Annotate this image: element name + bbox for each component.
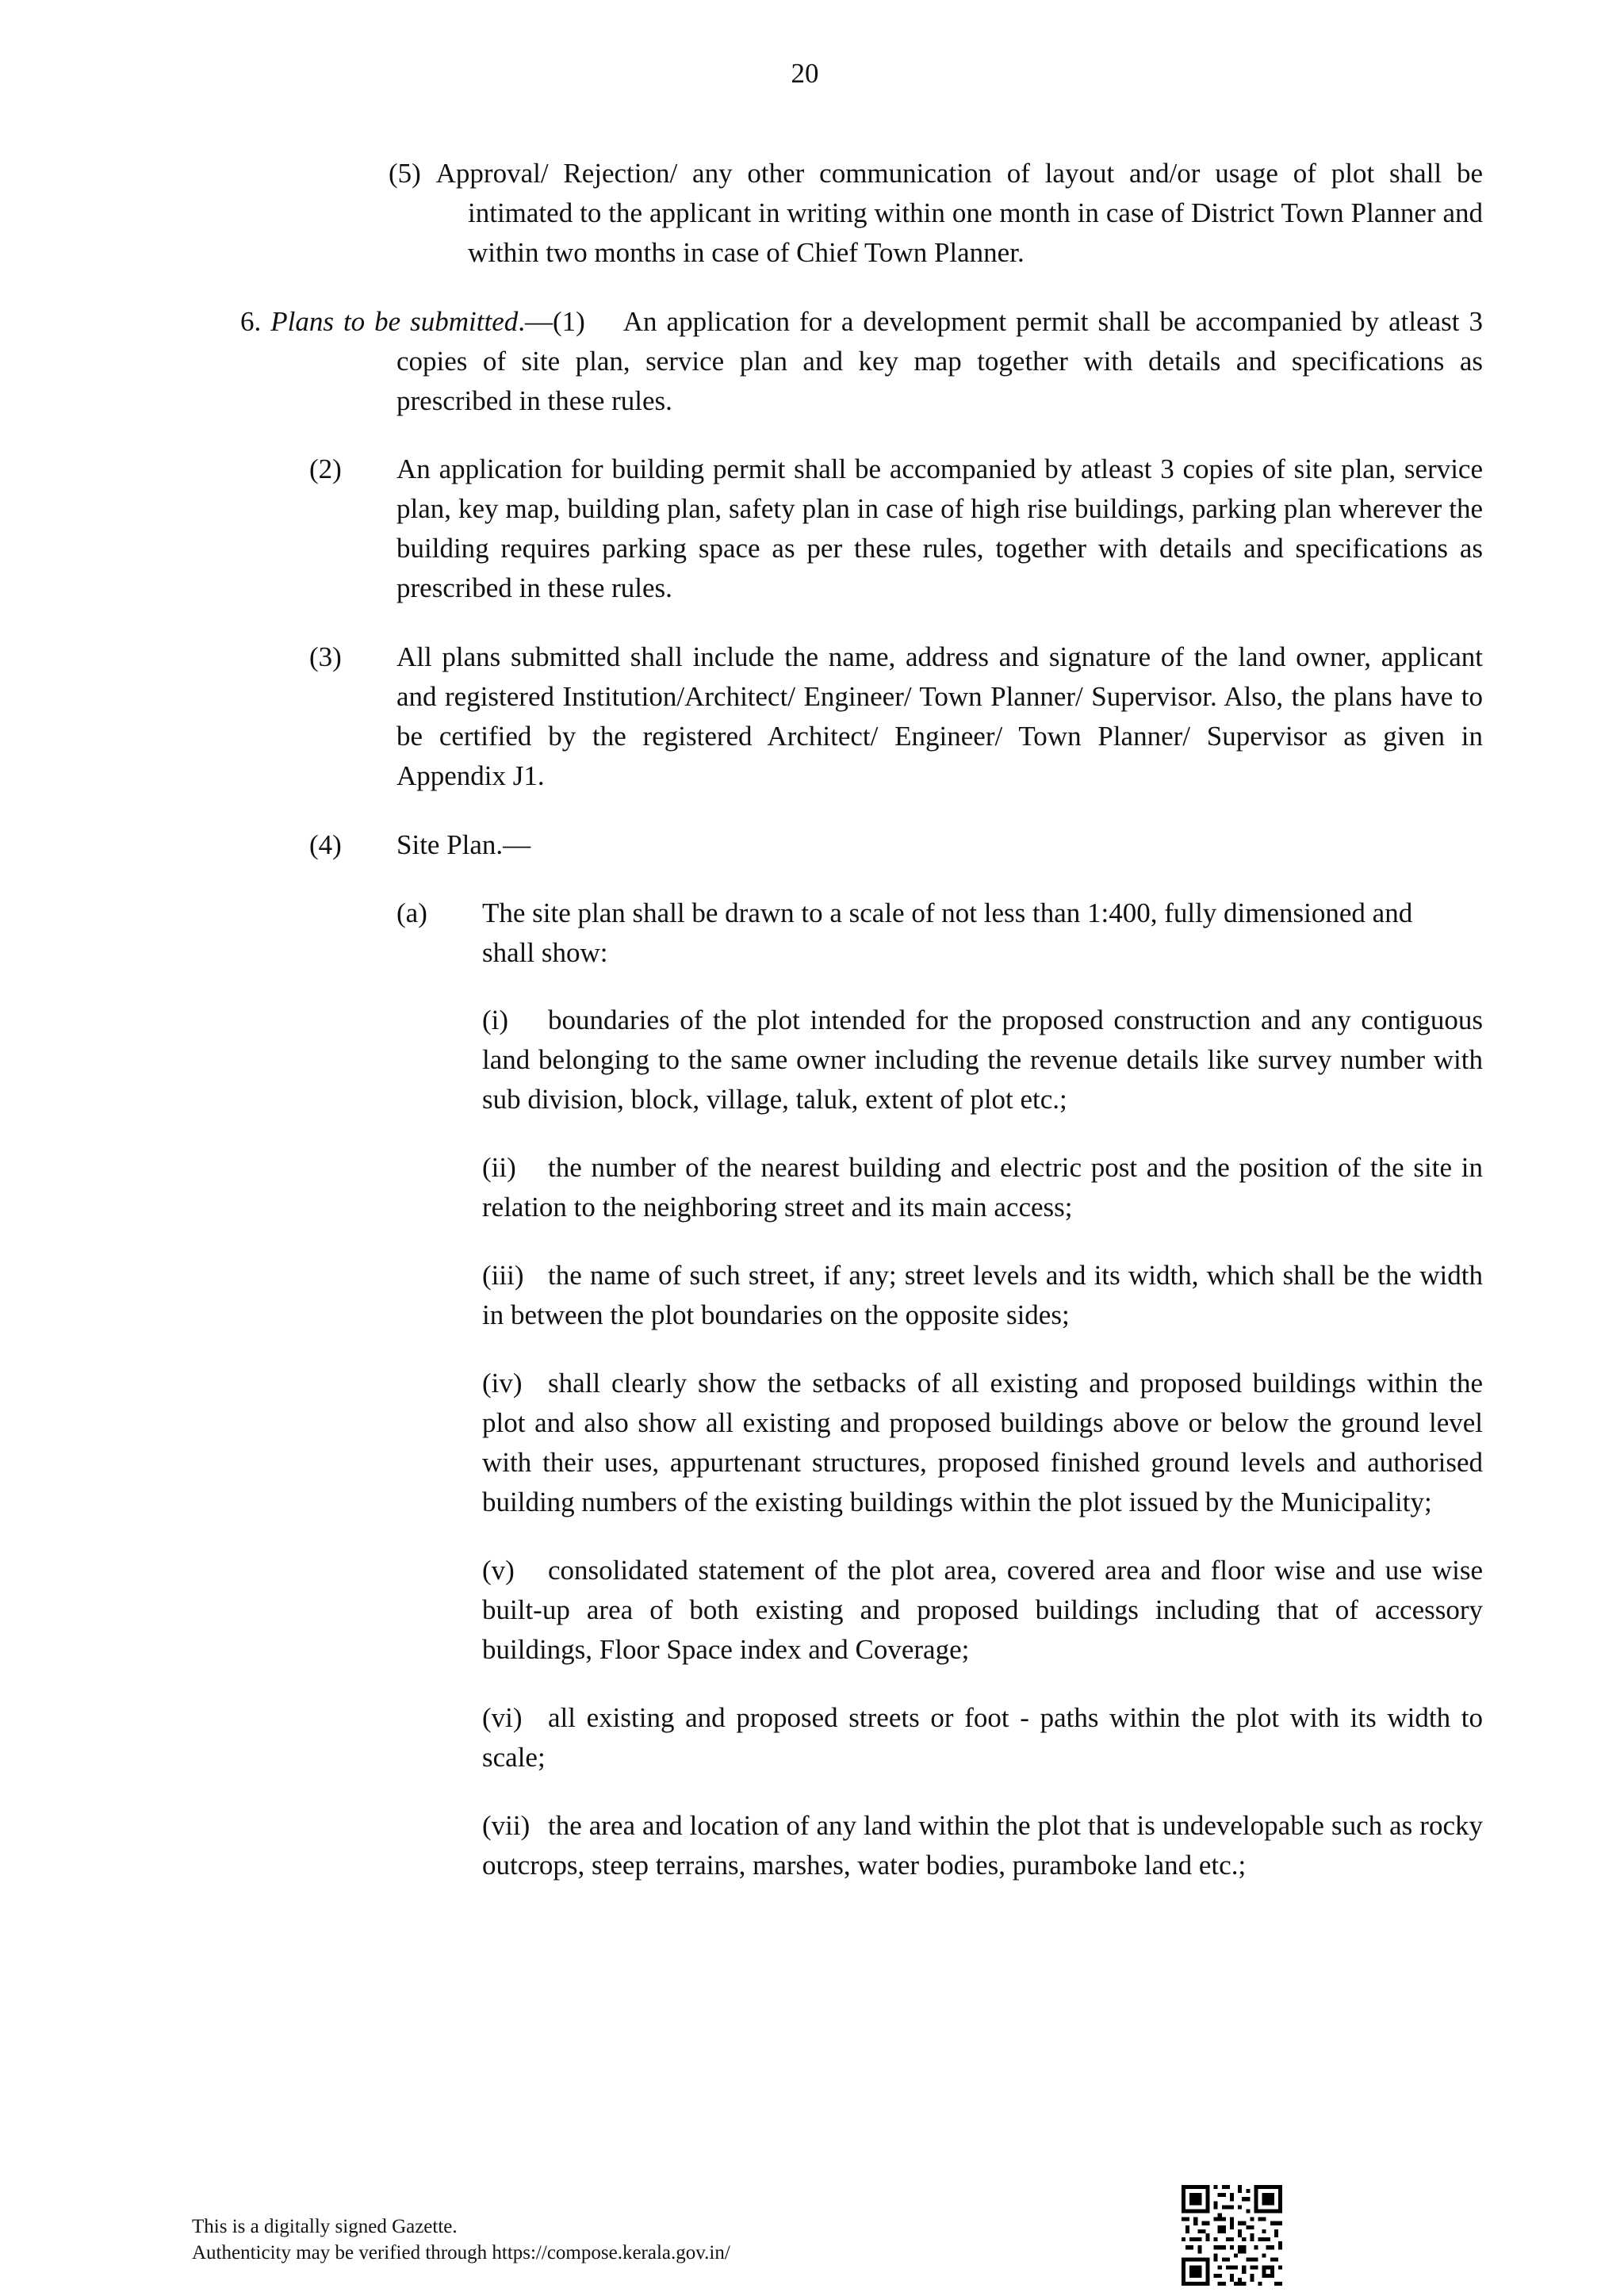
item-text: boundaries of the plot intended for the proposed construction and any contiguous land belonging to the same owner including the revenue details like survey number with sub division, block, village, taluk, extent of plot etc.;	[482, 1004, 1483, 1115]
site-plan-item	[482, 1364, 1483, 1522]
item-text: all existing and proposed streets or foot - paths within the plot with its width to scale;	[482, 1702, 1483, 1773]
item-text: the area and location of any land within the plot that is undevelopable such as rocky outcrops, steep terrains, marshes, water bodies, puramboke land etc.;	[482, 1810, 1483, 1881]
section-6	[240, 302, 1483, 421]
section-6-number: 6.	[240, 306, 262, 337]
footer-verification-note: Authenticity may be verified through https://compose.kerala.gov.in/	[192, 2242, 730, 2263]
item-label: (iv)	[482, 1368, 523, 1399]
footer	[192, 2214, 906, 2266]
item-label: (vii)	[482, 1810, 530, 1841]
subclause-4-label: (4)	[309, 829, 342, 860]
section-6-sub1-text: An application for a development permit shall be accompanied by atleast 3 copies of site plan, service plan and key map together with details and specifications as prescribed in these rules.	[396, 306, 1484, 416]
site-plan-item	[482, 1148, 1483, 1227]
subclause-3-text: All plans submitted shall include the name, address and signature of the land owner, applicant and registered Institution/Architect/ Engineer/ Town Planner/ Supervisor. Also, the plans have to be certified by the registered Architect/ Engineer/ Town Planner/ Supervisor as given in Appendix J1.	[396, 641, 1483, 791]
footer-signed-note: This is a digitally signed Gazette.	[192, 2216, 458, 2237]
subclause-2-label: (2)	[309, 453, 342, 484]
section-6-paragraph	[240, 302, 1483, 421]
item-label: (iii)	[482, 1260, 524, 1291]
clause-5-label: (5)	[389, 158, 421, 189]
section-6-dash: .—	[518, 306, 553, 337]
section-6-sub1-label: (1)	[553, 306, 585, 337]
item-text: shall clearly show the setbacks of all existing and proposed buildings within the plot and also show all existing and proposed buildings above or below the ground level with their uses, appurtenant structures, proposed finished ground levels and authorised building numbers of the existing buildings within the plot issued by the Municipality;	[482, 1368, 1483, 1517]
site-plan-item	[482, 1551, 1483, 1670]
item-label: (vi)	[482, 1702, 523, 1733]
site-plan-item	[482, 1001, 1483, 1119]
clause-a-label: (a)	[396, 897, 427, 928]
item-text: the number of the nearest building and electric post and the position of the site in relation to the neighboring street and its main access;	[482, 1152, 1483, 1223]
clause-a	[396, 894, 1483, 973]
clause-5-paragraph	[389, 154, 1483, 273]
subclause-3-label: (3)	[309, 641, 342, 672]
subclause-4	[309, 825, 1483, 865]
qr-code-icon	[1182, 2185, 1282, 2286]
section-6-title: Plans to be submitted	[270, 306, 519, 337]
subclause-4-text: Site Plan.—	[396, 829, 531, 860]
site-plan-item	[482, 1698, 1483, 1777]
site-plan-item	[482, 1806, 1483, 1885]
subclause-3	[309, 637, 1483, 796]
item-label: (ii)	[482, 1152, 516, 1183]
clause-a-text: The site plan shall be drawn to a scale of not less than 1:400, fully dimensioned and shall show:	[482, 897, 1413, 968]
item-label: (v)	[482, 1555, 515, 1586]
site-plan-item	[482, 1256, 1483, 1335]
page-number: 20	[791, 58, 819, 89]
item-text: the name of such street, if any; street levels and its width, which shall be the width in between the plot boundaries on the opposite sides;	[482, 1260, 1483, 1330]
clause-5-text: Approval/ Rejection/ any other communication of layout and/or usage of plot shall be intimated to the applicant in writing within one month in case of District Town Planner and within two months in case of Chief Town Planner.	[435, 158, 1483, 268]
subclause-2	[309, 450, 1483, 608]
item-text: consolidated statement of the plot area, covered area and floor wise and use wise built-up area of both existing and proposed buildings including that of accessory buildings, Floor Space index and Coverage;	[482, 1555, 1483, 1665]
clause-5	[389, 154, 1483, 273]
subclause-2-text: An application for building permit shall be accompanied by atleast 3 copies of site plan, service plan, key map, building plan, safety plan in case of high rise buildings, parking plan wherever the building requires parking space as per these rules, together with details and specifications as prescribed in these rules.	[396, 453, 1483, 603]
item-label: (i)	[482, 1004, 509, 1035]
site-plan-item-list	[482, 1001, 1483, 1914]
